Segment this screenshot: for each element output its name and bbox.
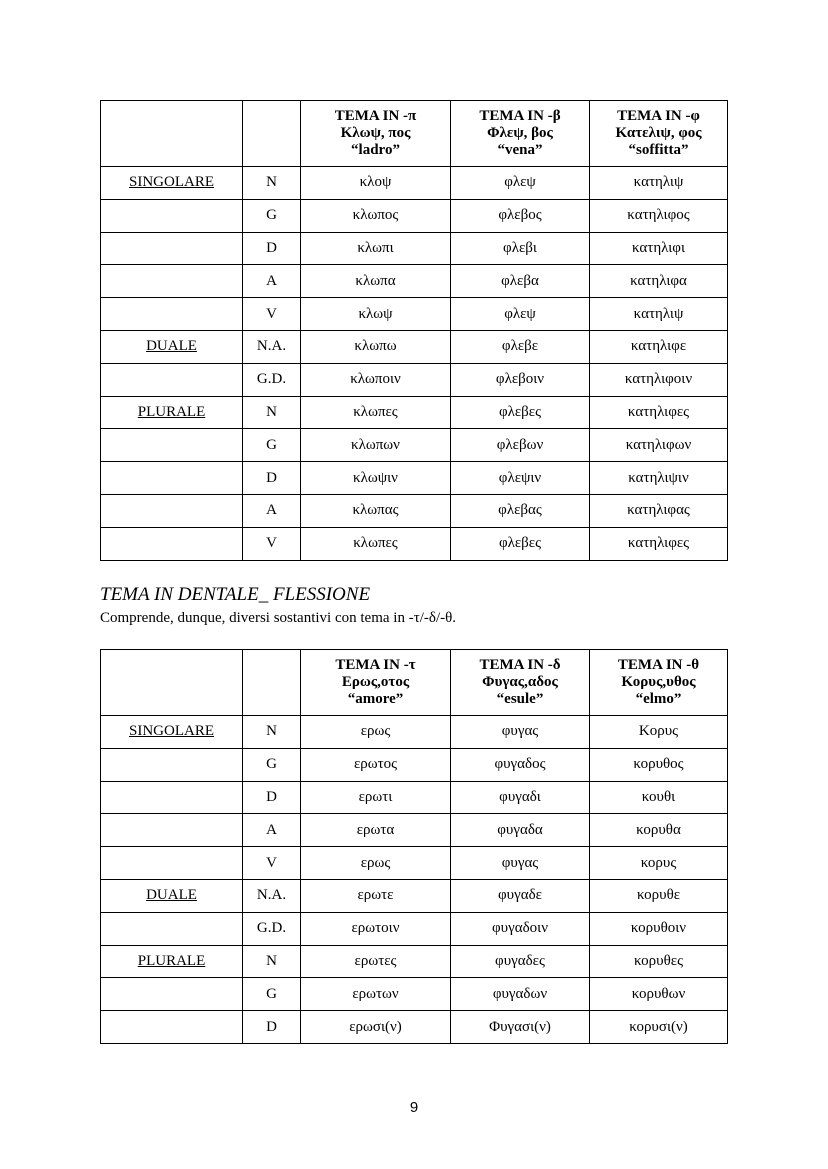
column-header-line: “ladro” [351,142,400,158]
table-row [101,363,728,396]
form-cell: Φυγασι(ν) [451,1011,590,1044]
number-cell [101,363,243,396]
form-cell: φλεβοιν [451,363,590,396]
column-header-line: Ερως,οτος [341,674,410,690]
number-cell [101,330,243,363]
case-cell: N.A. [243,330,301,363]
form-cell: κατηλιφες [590,527,728,560]
table-row [101,1011,728,1044]
column-header-line: Φλεψ, βος [487,125,553,141]
table-row [101,232,728,265]
number-cell [101,814,243,847]
number-cell [101,462,243,495]
form-cell: κλωπες [301,527,451,560]
grammatical-number-label: PLURALE [137,952,206,969]
column-header [590,101,728,167]
table-row [101,781,728,814]
table-row [101,396,728,429]
form-cell: φυγαδι [451,781,590,814]
form-cell: κορυθες [590,945,728,978]
form-cell: κλωποιν [301,363,451,396]
case-cell: N [243,167,301,200]
form-cell: φλεβος [451,199,590,232]
table-row [101,978,728,1011]
column-header-line: TEMA IN -θ [617,657,700,673]
column-header-line: Κορυς,υθος [621,674,696,690]
case-cell: A [243,814,301,847]
number-cell [101,912,243,945]
table-row [101,748,728,781]
form-cell: φυγαδε [451,879,590,912]
form-cell: ερως [301,716,451,749]
form-cell: ερωτοιν [301,912,451,945]
form-cell: φλεψιν [451,462,590,495]
case-cell: V [243,527,301,560]
table-row [101,527,728,560]
form-cell: ερωτι [301,781,451,814]
declension-table-labial [100,100,728,561]
form-cell: κατηλιψ [590,167,728,200]
case-cell: D [243,462,301,495]
form-cell: ερως [301,847,451,880]
form-cell: ερωτων [301,978,451,1011]
case-cell: G [243,748,301,781]
form-cell: κλωπες [301,396,451,429]
case-cell: V [243,298,301,331]
form-cell: ερωτα [301,814,451,847]
section-note: Comprende, dunque, diversi sostantivi con tema in -τ/-δ/-θ. [100,610,457,626]
form-cell: κατηλιφων [590,429,728,462]
grammatical-number-label: SINGOLARE [129,723,214,740]
form-cell: φλεψ [451,298,590,331]
form-cell: κατηλιφες [590,396,728,429]
column-header-line: “esule” [496,691,544,707]
column-header-line: Κατελιψ, φος [615,125,702,141]
form-cell: κλωψ [301,298,451,331]
form-cell: Κορυς [590,716,728,749]
form-cell: κορυς [590,847,728,880]
grammatical-number-label: SINGOLARE [129,174,214,191]
column-header-line: Κλωψ, πος [340,125,411,141]
column-header-line: “elmo” [635,691,682,707]
number-cell [101,978,243,1011]
form-cell: ερωτες [301,945,451,978]
form-cell: κορυθων [590,978,728,1011]
table-row [101,199,728,232]
form-cell: φυγαδος [451,748,590,781]
case-cell: N [243,396,301,429]
form-cell: φυγαδοιν [451,912,590,945]
header-empty-cell [243,101,301,167]
form-cell: κατηλιφα [590,265,728,298]
form-cell: φυγαδες [451,945,590,978]
column-header-line: Φυγας,αδος [482,674,558,690]
number-cell [101,232,243,265]
number-cell [101,748,243,781]
form-cell: ερωτε [301,879,451,912]
number-cell [101,494,243,527]
form-cell: φλεβε [451,330,590,363]
number-cell [101,298,243,331]
header-empty-cell [101,101,243,167]
table-row [101,462,728,495]
table-row [101,814,728,847]
form-cell: κορυσι(ν) [590,1011,728,1044]
column-header [301,101,451,167]
form-cell: φλεψ [451,167,590,200]
case-cell: A [243,494,301,527]
form-cell: φλεβες [451,396,590,429]
form-cell: φλεβας [451,494,590,527]
column-header-line: “vena” [497,142,543,158]
form-cell: κλωπων [301,429,451,462]
form-cell: κατηλιφος [590,199,728,232]
case-cell: N [243,945,301,978]
table-row [101,167,728,200]
table-row [101,265,728,298]
form-cell: κλωπος [301,199,451,232]
case-cell: G [243,429,301,462]
table-row [101,330,728,363]
form-cell: κατηλιφοιν [590,363,728,396]
column-header-line: TEMA IN -φ [617,108,700,124]
number-cell [101,527,243,560]
form-cell: φλεβι [451,232,590,265]
form-cell: κορυθος [590,748,728,781]
page-number: 9 [409,1099,419,1116]
case-cell: G [243,978,301,1011]
form-cell: κατηλιψ [590,298,728,331]
form-cell: κλωπω [301,330,451,363]
column-header-line: TEMA IN -π [334,108,417,124]
form-cell: κλωπι [301,232,451,265]
table-row [101,716,728,749]
form-cell: κατηλιφε [590,330,728,363]
declension-table-dental [100,649,728,1044]
number-cell [101,199,243,232]
number-cell [101,879,243,912]
case-cell: D [243,232,301,265]
number-cell [101,429,243,462]
column-header [590,650,728,716]
number-cell [101,1011,243,1044]
header-empty-cell [243,650,301,716]
form-cell: κατηλιψιν [590,462,728,495]
case-cell: G.D. [243,912,301,945]
case-cell: N.A. [243,879,301,912]
table-row [101,879,728,912]
grammatical-number-label: PLURALE [137,403,206,420]
header-empty-cell [101,650,243,716]
form-cell: κορυθε [590,879,728,912]
column-header-line: TEMA IN -τ [335,657,416,673]
table-row [101,494,728,527]
form-cell: φλεβα [451,265,590,298]
table-row [101,912,728,945]
table-row [101,945,728,978]
column-header [301,650,451,716]
grammatical-number-label: DUALE [146,887,197,904]
case-cell: A [243,265,301,298]
column-header-line: “amore” [347,691,404,707]
form-cell: φυγαδων [451,978,590,1011]
form-cell: κατηλιφι [590,232,728,265]
number-cell [101,847,243,880]
form-cell: κορυθοιν [590,912,728,945]
column-header-line: TEMA IN -δ [479,657,561,673]
form-cell: ερωσι(ν) [301,1011,451,1044]
table-row [101,847,728,880]
form-cell: φυγας [451,847,590,880]
case-cell: V [243,847,301,880]
section-title: TEMA IN DENTALE_ FLESSIONE [100,584,371,605]
declension-table-body [101,650,728,1044]
header-row [101,650,728,716]
case-cell: N [243,716,301,749]
form-cell: κλωπα [301,265,451,298]
column-header [451,650,590,716]
form-cell: κλωπας [301,494,451,527]
form-cell: φλεβων [451,429,590,462]
form-cell: κατηλιφας [590,494,728,527]
form-cell: κουθι [590,781,728,814]
header-row [101,101,728,167]
number-cell [101,396,243,429]
form-cell: φυγαδα [451,814,590,847]
number-cell [101,167,243,200]
form-cell: φυγας [451,716,590,749]
form-cell: κορυθα [590,814,728,847]
number-cell [101,265,243,298]
grammatical-number-label: DUALE [146,338,197,355]
form-cell: κλωψιν [301,462,451,495]
number-cell [101,945,243,978]
case-cell: D [243,781,301,814]
form-cell: φλεβες [451,527,590,560]
number-cell [101,716,243,749]
column-header-line: “soffitta” [628,142,689,158]
number-cell [101,781,243,814]
case-cell: D [243,1011,301,1044]
table-row [101,429,728,462]
table-row [101,298,728,331]
column-header-line: TEMA IN -β [479,108,561,124]
column-header [451,101,590,167]
form-cell: κλοψ [301,167,451,200]
declension-table-body [101,101,728,561]
form-cell: ερωτος [301,748,451,781]
case-cell: G.D. [243,363,301,396]
case-cell: G [243,199,301,232]
